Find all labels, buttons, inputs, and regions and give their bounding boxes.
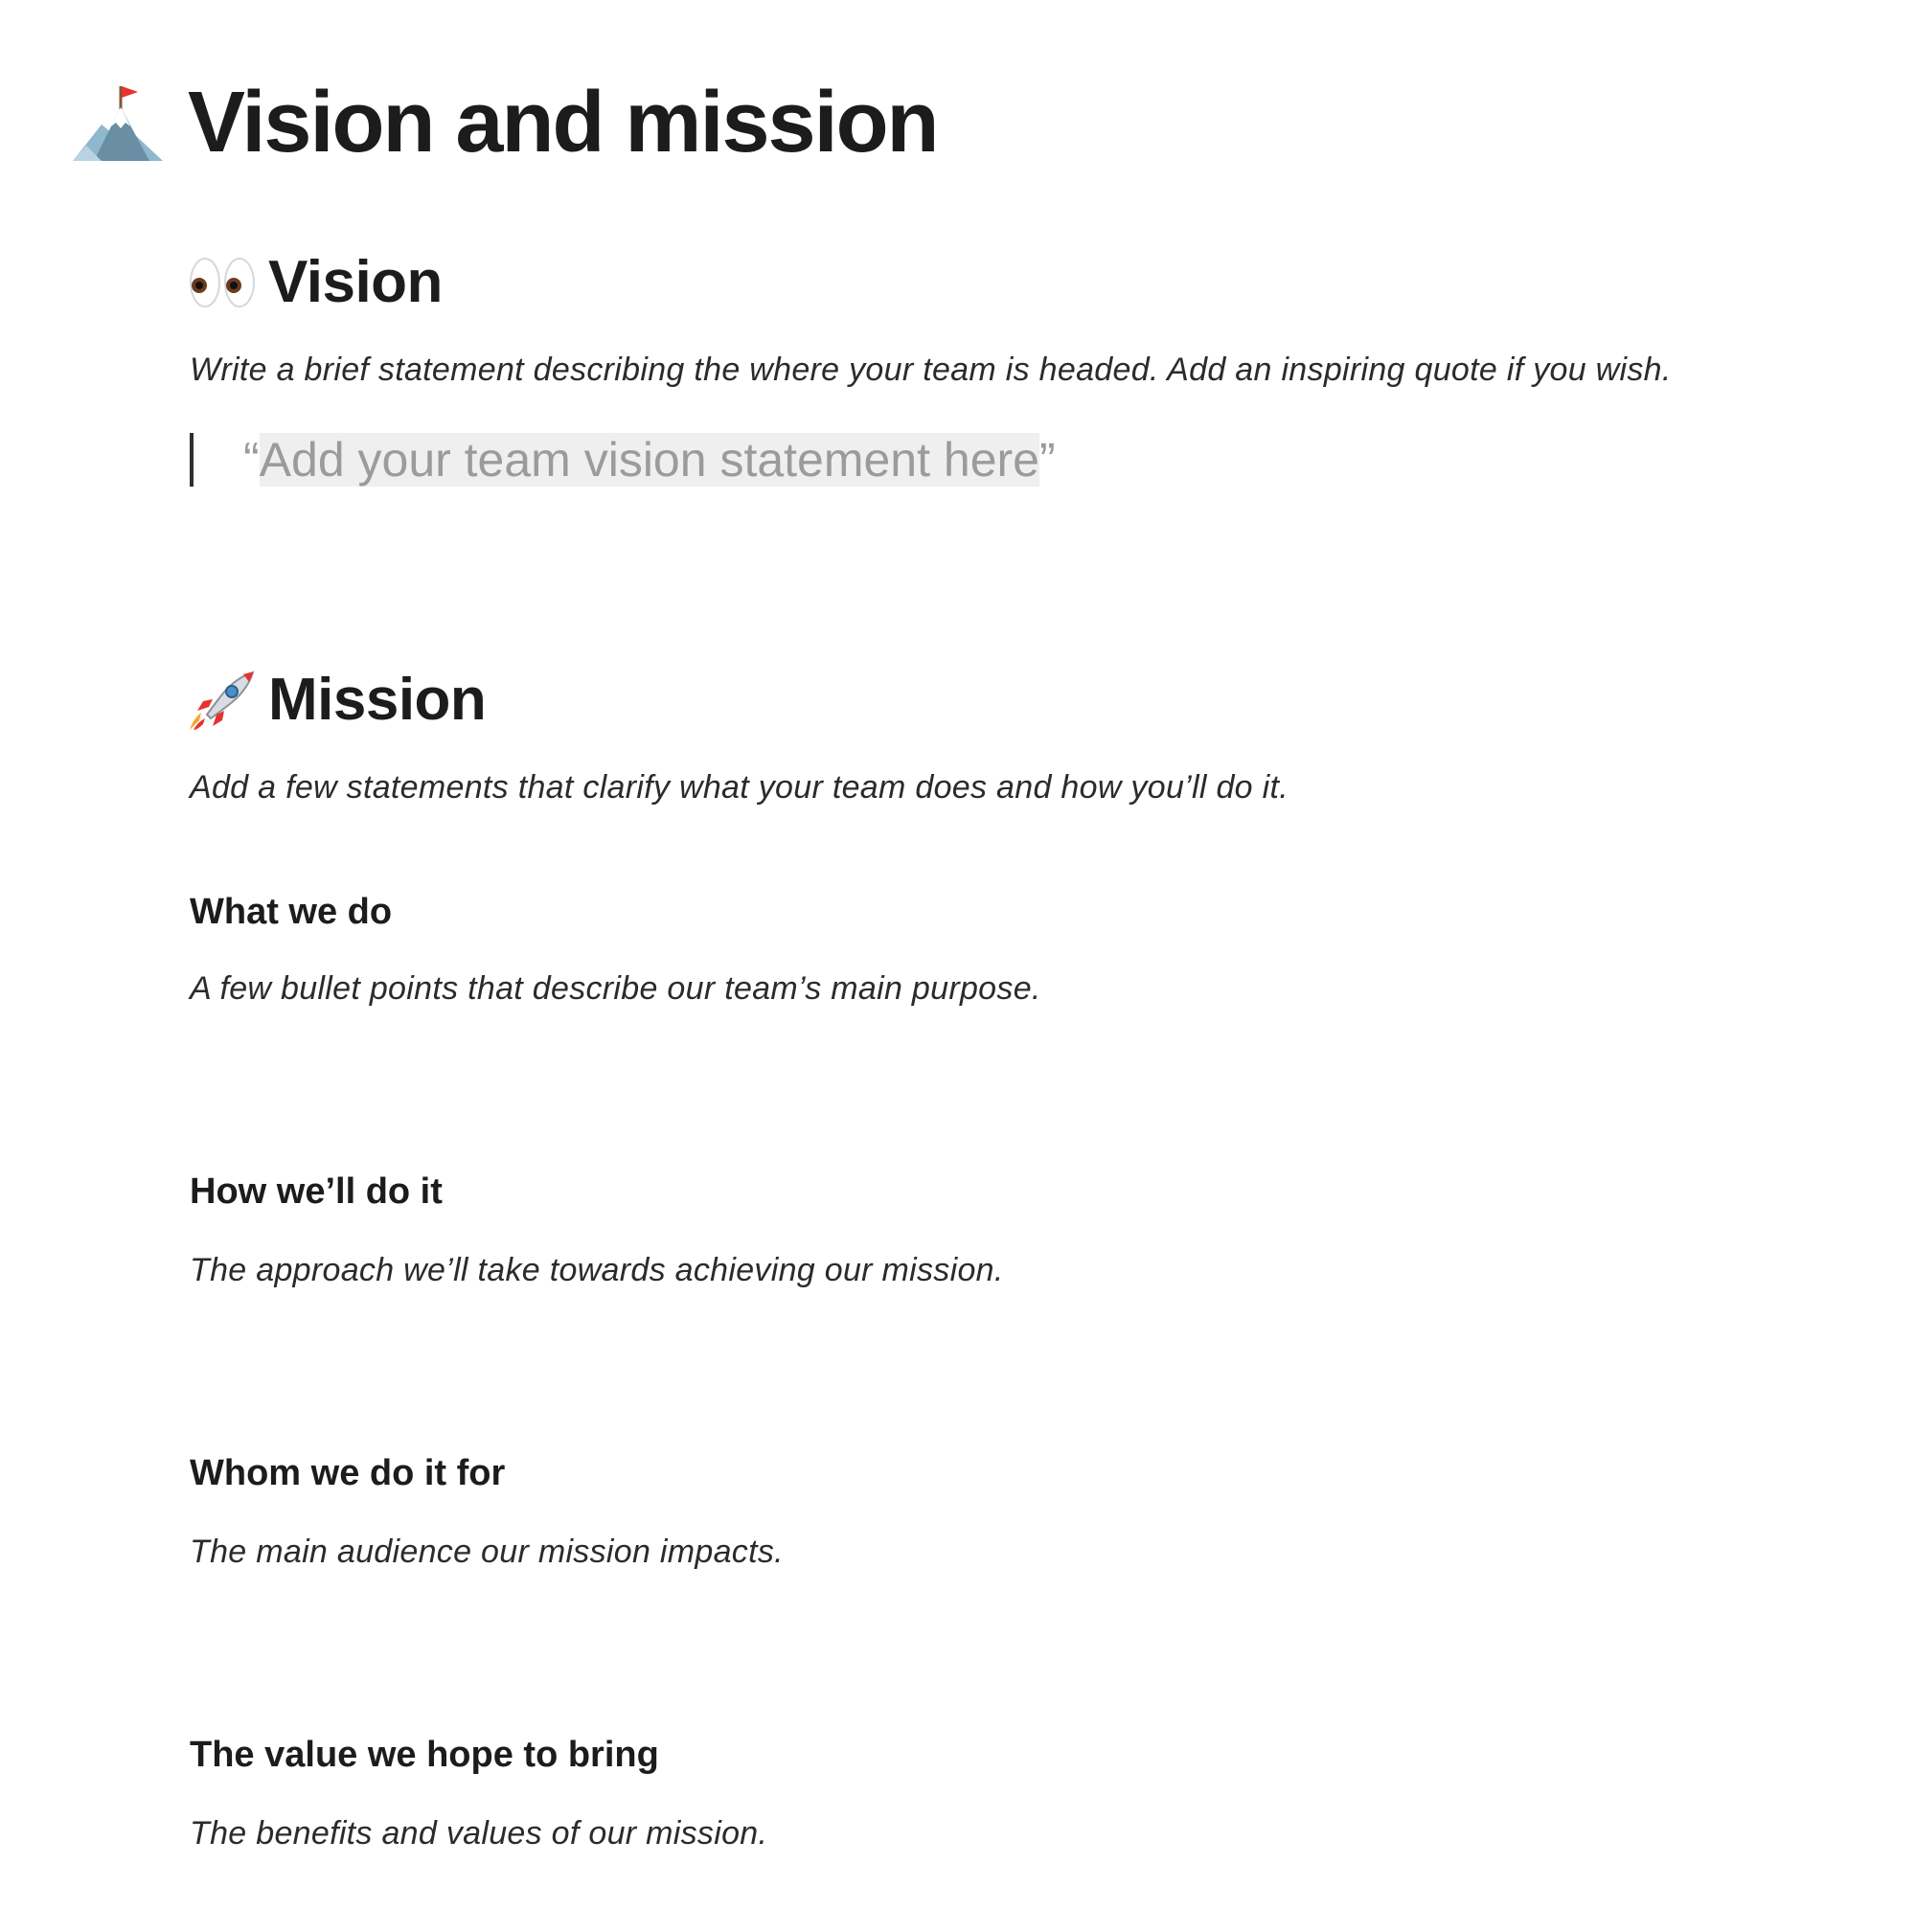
- mission-heading[interactable]: [190, 665, 486, 736]
- vision-statement-placeholder[interactable]: Add your team vision statement here: [259, 433, 1039, 487]
- page-title[interactable]: Vision and mission: [188, 75, 938, 170]
- what-we-do-description[interactable]: A few bullet points that describe our team’s main purpose.: [190, 970, 1041, 1007]
- vision-heading-label: Vision: [268, 249, 443, 315]
- vision-quote-text[interactable]: [243, 431, 1056, 489]
- what-we-do-heading[interactable]: What we do: [190, 892, 393, 932]
- quote-open-mark: “: [243, 433, 260, 487]
- value-we-hope-to-bring-heading[interactable]: The value we hope to bring: [190, 1735, 659, 1775]
- whom-we-do-it-for-heading[interactable]: Whom we do it for: [190, 1453, 506, 1493]
- vision-quote[interactable]: [190, 433, 1056, 487]
- how-well-do-it-heading[interactable]: How we’ll do it: [190, 1171, 443, 1212]
- rocket-icon: [190, 671, 255, 730]
- mission-description[interactable]: Add a few statements that clarify what your team does and how you’ll do it.: [190, 769, 1289, 806]
- vision-description[interactable]: Write a brief statement describing the where your team is headed. Add an inspiring quote if you wish.: [190, 352, 1672, 388]
- whom-we-do-it-for-description[interactable]: The main audience our mission impacts.: [190, 1534, 784, 1570]
- eyes-icon: [190, 257, 255, 308]
- quote-close-mark: ”: [1038, 433, 1056, 487]
- mountain-flag-icon: [73, 82, 163, 163]
- mission-heading-label: Mission: [268, 667, 487, 733]
- how-well-do-it-description[interactable]: The approach we’ll take towards achieving our mission.: [190, 1252, 1004, 1288]
- quote-bar: [190, 433, 194, 487]
- vision-heading[interactable]: [190, 247, 443, 318]
- value-we-hope-to-bring-description[interactable]: The benefits and values of our mission.: [190, 1815, 768, 1852]
